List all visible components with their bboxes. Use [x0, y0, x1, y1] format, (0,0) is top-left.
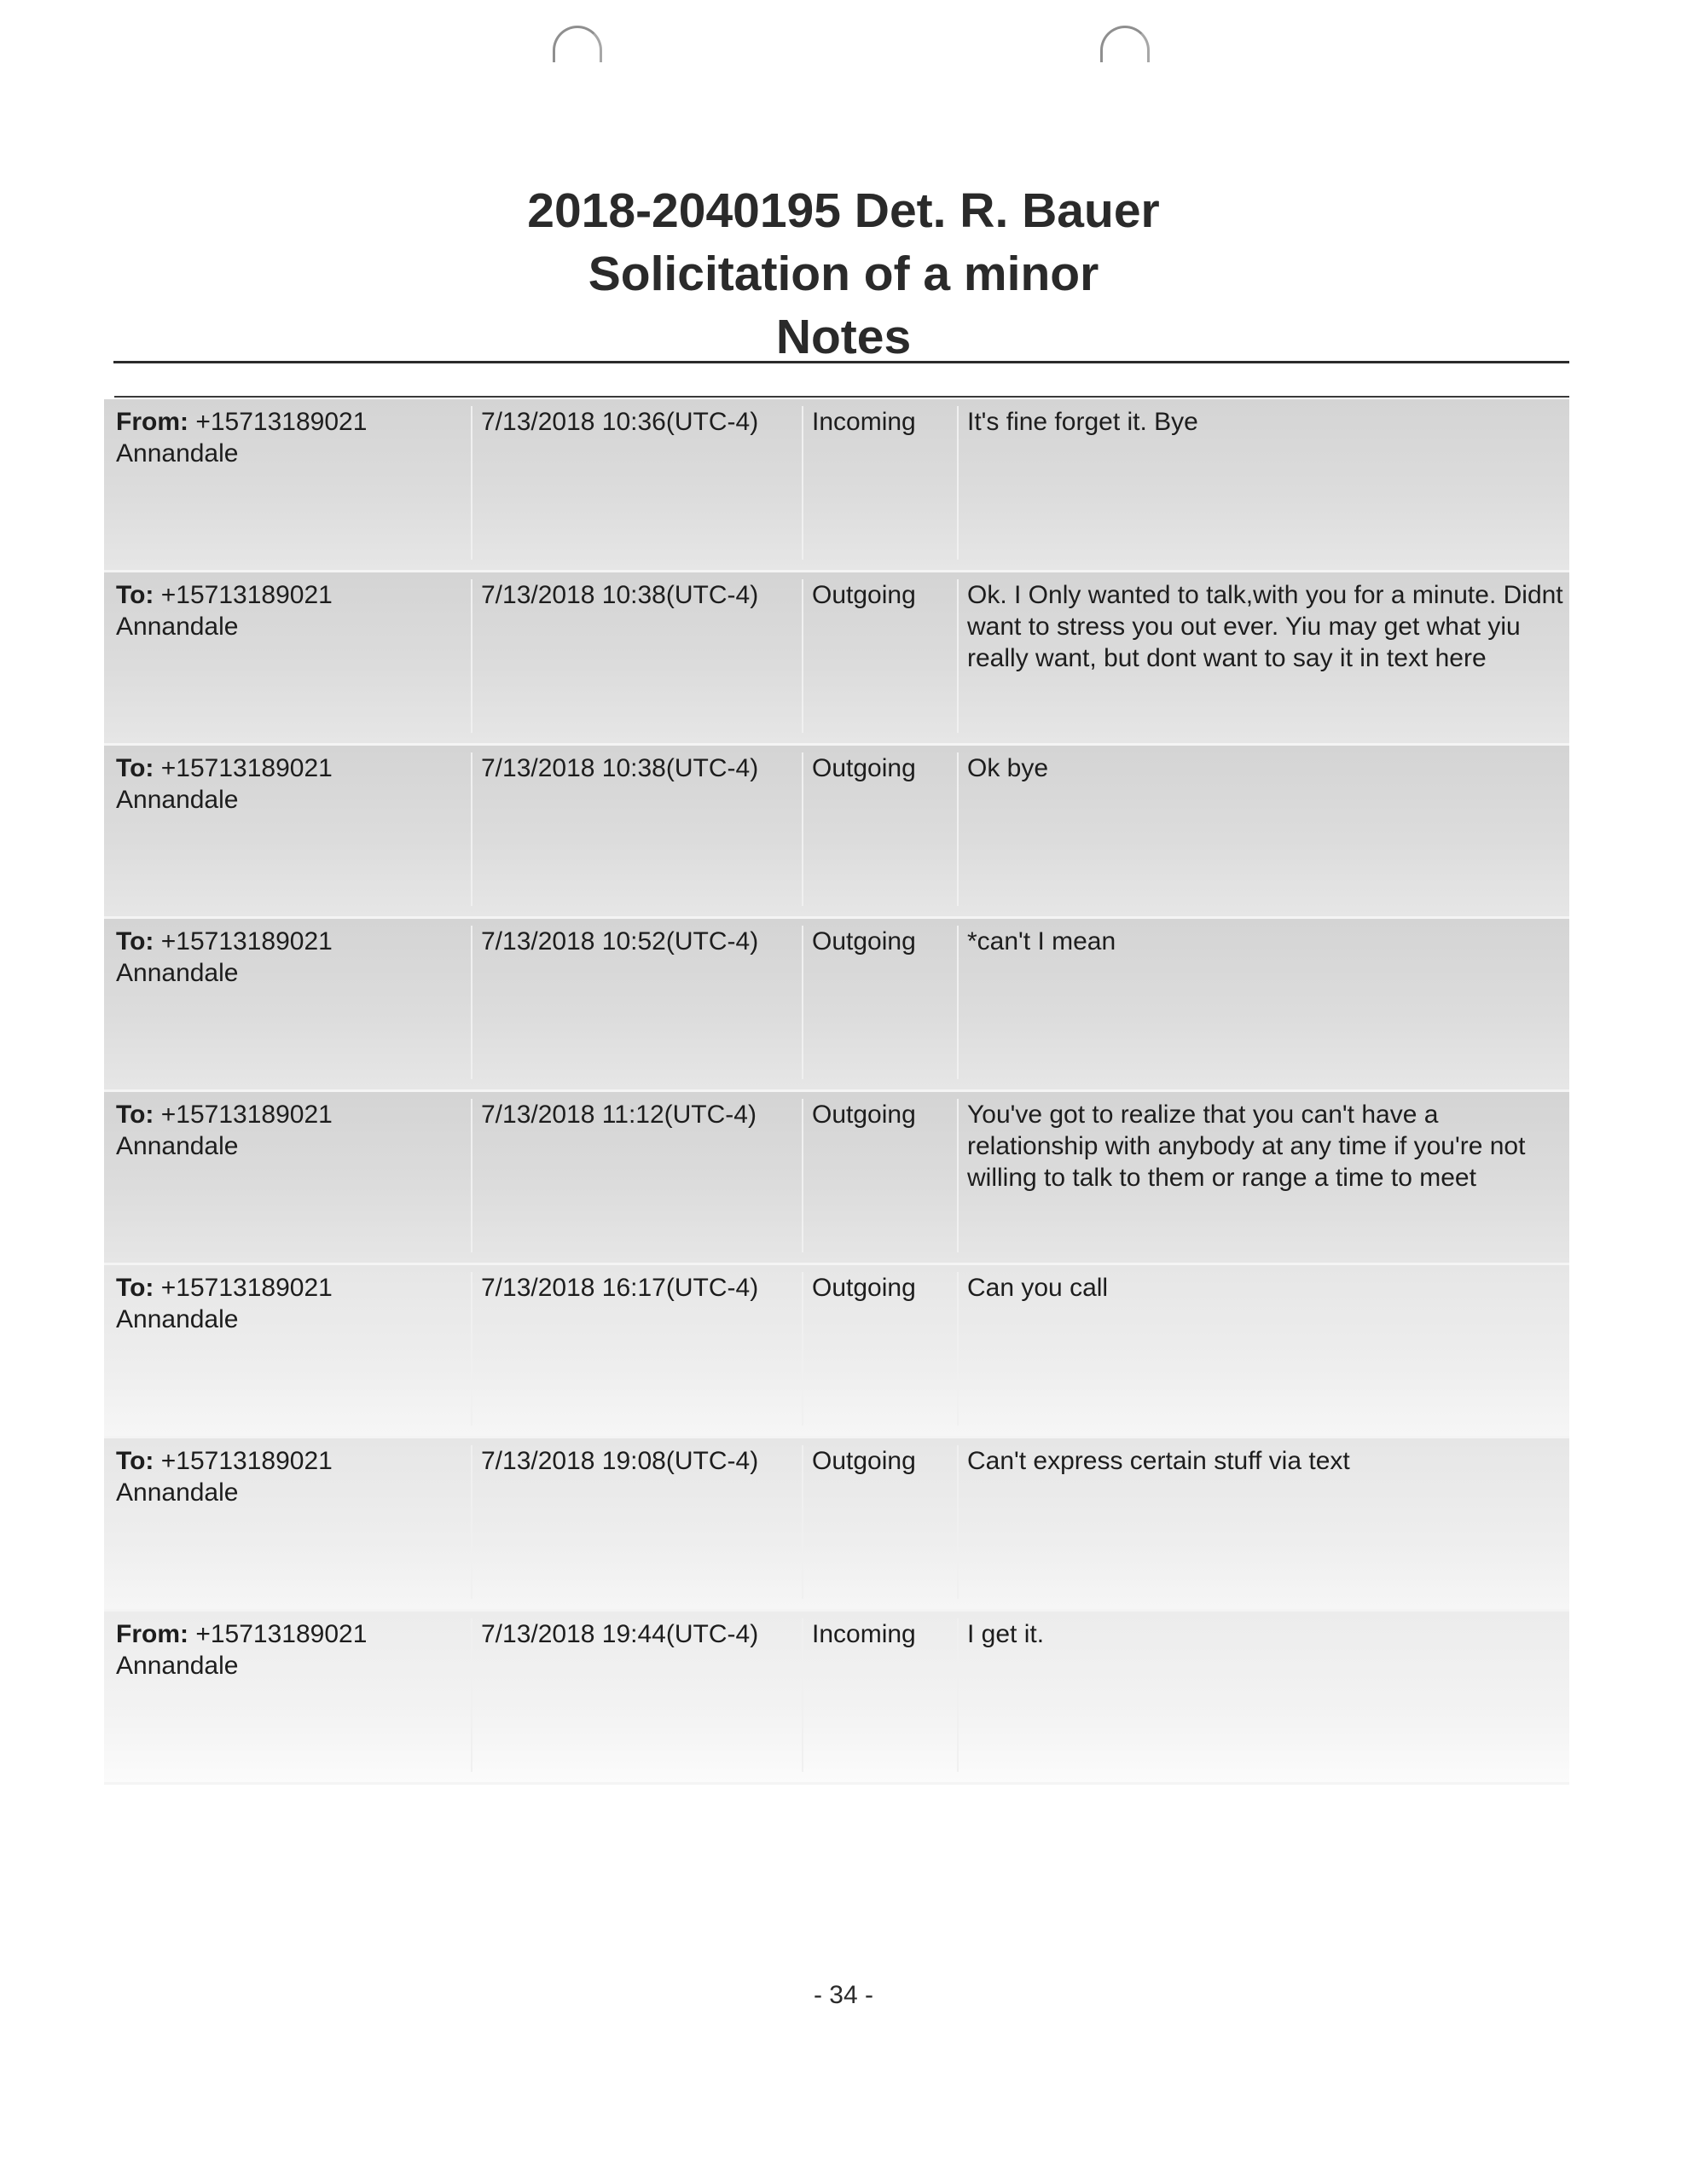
- datetime-cell: 7/13/2018 19:08(UTC-4): [471, 1445, 822, 1599]
- direction-label: To:: [116, 1274, 154, 1302]
- party-cell: [116, 926, 457, 989]
- phone-number: +15713189021: [160, 1447, 333, 1475]
- table-row: [104, 1092, 1569, 1265]
- datetime-cell: 7/13/2018 10:38(UTC-4): [471, 752, 822, 906]
- case-title: 2018-2040195 Det. R. Bauer: [527, 183, 1160, 238]
- status-cell: Incoming: [802, 406, 948, 560]
- direction-label: To:: [116, 1101, 154, 1129]
- datetime-cell: 7/13/2018 10:52(UTC-4): [471, 926, 822, 1079]
- status-cell: Outgoing: [802, 1272, 948, 1426]
- message-cell: It's fine forget it. Bye: [957, 406, 1564, 560]
- party-cell: [116, 752, 457, 816]
- datetime-cell: 7/13/2018 19:44(UTC-4): [471, 1618, 822, 1772]
- table-top-border: [114, 396, 1569, 398]
- notes-title: Notes: [775, 310, 912, 364]
- location: Annandale: [116, 1652, 239, 1680]
- phone-number: +15713189021: [160, 754, 333, 782]
- message-cell: Can't express certain stuff via text: [957, 1445, 1564, 1599]
- datetime-cell: 7/13/2018 10:36(UTC-4): [471, 406, 822, 560]
- table-row: [104, 919, 1569, 1092]
- title-divider: [113, 361, 1569, 363]
- table-row: [104, 399, 1569, 572]
- location: Annandale: [116, 1305, 239, 1333]
- party-cell: [116, 1099, 457, 1162]
- datetime-cell: 7/13/2018 16:17(UTC-4): [471, 1272, 822, 1426]
- party-cell: [116, 579, 457, 642]
- direction-label: From:: [116, 1620, 188, 1648]
- phone-number: +15713189021: [160, 927, 333, 956]
- status-cell: Outgoing: [802, 1099, 948, 1252]
- location: Annandale: [116, 1478, 239, 1507]
- message-cell: Ok bye: [957, 752, 1564, 906]
- message-cell: Ok. I Only wanted to talk,with you for a minute. Didnt want to stress you out ever. Yiu may get what yiu really want, but dont want to say it in text here: [957, 579, 1564, 733]
- phone-number: +15713189021: [195, 1620, 368, 1648]
- table-row: [104, 1265, 1569, 1438]
- party-cell: [116, 406, 457, 469]
- party-cell: [116, 1618, 457, 1682]
- table-row: [104, 746, 1569, 919]
- location: Annandale: [116, 959, 239, 987]
- phone-number: +15713189021: [195, 408, 368, 436]
- status-cell: Outgoing: [802, 579, 948, 733]
- location: Annandale: [116, 1132, 239, 1160]
- table-row: [104, 1438, 1569, 1612]
- punch-hole-right: [1100, 26, 1150, 62]
- punch-hole-left: [553, 26, 602, 62]
- message-cell: *can't I mean: [957, 926, 1564, 1079]
- phone-number: +15713189021: [160, 1274, 333, 1302]
- message-cell: Can you call: [957, 1272, 1564, 1426]
- datetime-cell: 7/13/2018 11:12(UTC-4): [471, 1099, 822, 1252]
- table-row: [104, 572, 1569, 746]
- status-cell: Incoming: [802, 1618, 948, 1772]
- phone-number: +15713189021: [160, 1101, 333, 1129]
- status-cell: Outgoing: [802, 926, 948, 1079]
- direction-label: To:: [116, 927, 154, 956]
- document-title: [0, 179, 1687, 369]
- direction-label: To:: [116, 1447, 154, 1475]
- offense-title: Solicitation of a minor: [588, 247, 1099, 301]
- phone-number: +15713189021: [160, 581, 333, 609]
- direction-label: To:: [116, 754, 154, 782]
- message-cell: You've got to realize that you can't have a relationship with anybody at any time if you're not willing to talk to them or range a time to meet: [957, 1099, 1564, 1252]
- table-row: [104, 1612, 1569, 1785]
- status-cell: Outgoing: [802, 752, 948, 906]
- party-cell: [116, 1272, 457, 1335]
- direction-label: To:: [116, 581, 154, 609]
- status-cell: Outgoing: [802, 1445, 948, 1599]
- location: Annandale: [116, 439, 239, 468]
- direction-label: From:: [116, 408, 188, 436]
- party-cell: [116, 1445, 457, 1508]
- location: Annandale: [116, 786, 239, 814]
- datetime-cell: 7/13/2018 10:38(UTC-4): [471, 579, 822, 733]
- location: Annandale: [116, 613, 239, 641]
- page-number: - 34 -: [813, 1981, 874, 2009]
- message-log-table: [104, 399, 1569, 1785]
- message-cell: I get it.: [957, 1618, 1564, 1772]
